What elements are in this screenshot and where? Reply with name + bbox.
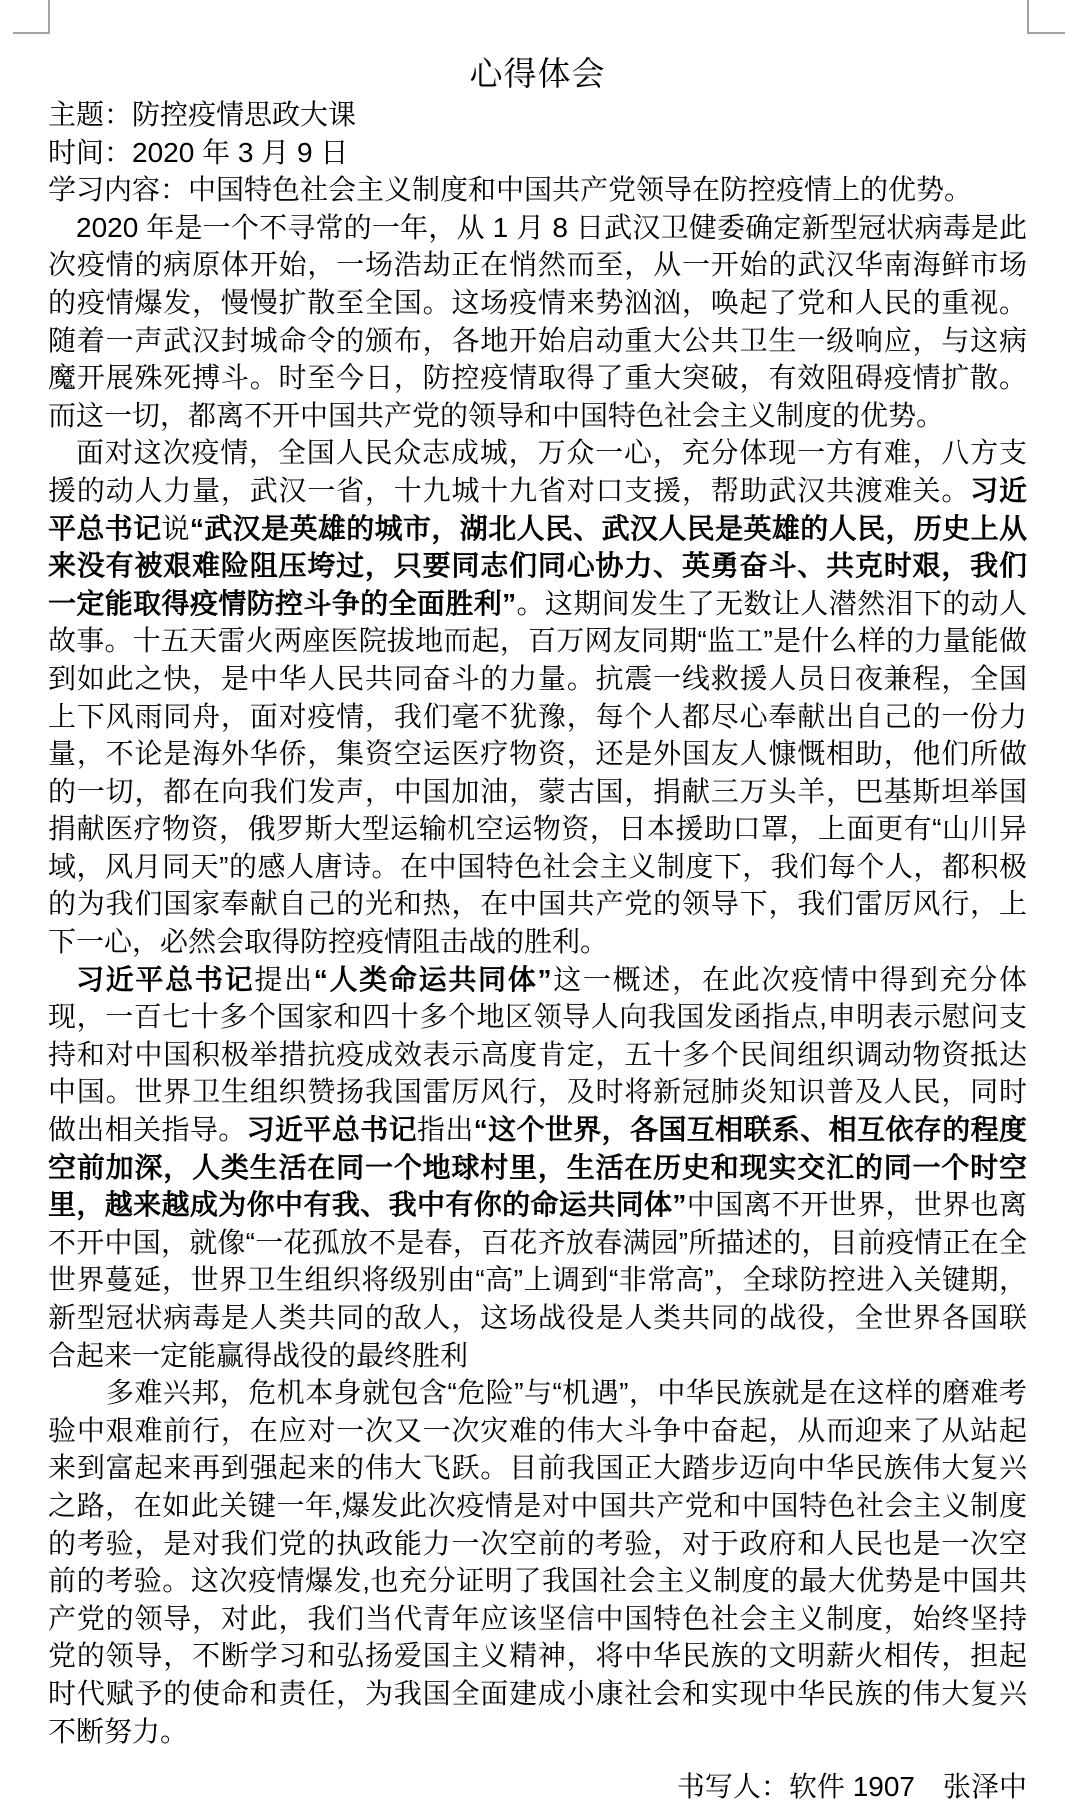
- bold-text-run: 习近平总书记: [76, 963, 255, 995]
- meta-line: 学习内容：中国特色社会主义制度和中国共产党领导在防控疫情上的优势。: [48, 174, 973, 206]
- paragraph: [48, 1374, 1027, 1750]
- text-run: 多难兴邦，危机本身就包含“危险”与“机遇”，中华民族就是在这样的磨难考验中艰难前行，在应对一次又一次灾难的伟大斗争中奋起，从而迎来了从站起来到富起来再到强起来的伟大飞跃。目前我国正大踏步迈向中华民族伟大复兴之路，在如此关键一年,爆发此次疫情是对中国共产党和中国特色社会主义制度的考验，是对我们党的执政能力一次空前的考验，对于政府和人民也是一次空前的考验。这次疫情爆发,也充分证明了我国社会主义制度的最大优势是中国共产党的领导，对此，我们当代青年应该坚信中国特色社会主义制度，始终坚持党的领导，不断学习和弘扬爱国主义精神，将中华民族的文明薪火相传，担起时代赋予的使命和责任，为我国全面建成小康社会和实现中华民族的伟大复兴不断努力。: [48, 1377, 1027, 1747]
- bold-text-run: 习近平总书记: [246, 1114, 417, 1146]
- paragraph: [48, 434, 1027, 960]
- text-run: 。这期间发生了无数让人潜然泪下的动人故事。十五天雷火两座医院拔地而起，百万网友同期“监工”是什么样的力量能做到如此之快，是中华人民共同奋斗的力量。抗震一线救援人员日夜兼程，全国上下风雨同舟，面对疫情，我们毫不犹豫，每个人都尽心奉献出自己的一份力量，不论是海外华侨，集资空运医疗物资，还是外国友人慷慨相助，他们所做的一切，都在向我们发声，中国加油，蒙古国，捐献三万头羊，巴基斯坦举国捐献医疗物资，俄罗斯大型运输机空运物资，日本援助口罩，上面更有“山川异域，风月同天”的感人唐诗。在中国特色社会主义制度下，我们每个人，都积极的为我们国家奉献自己的光和热，在中国共产党的领导下，我们雷厉风行，上下一心，必然会取得防控疫情阻击战的胜利。: [48, 587, 1027, 958]
- text-run: 中国离不开世界，世界也离不开中国，就像“一花孤放不是春，百花齐放春满园”所描述的，目前疫情正在全世界蔓延，世界卫生组织将级别由“高”上调到“非常高”，全球防控进入关键期，新型冠状病毒是人类共同的敌人，这场战役是人类共同的战役，全世界各国联合起来一定能赢得战役的最终胜利: [48, 1189, 1027, 1371]
- signature-line: 书写人：软件 1907 张泽中: [676, 1771, 1027, 1803]
- text-run: 提出: [254, 963, 314, 995]
- paragraph-block: [48, 209, 1027, 1750]
- document-title: 心得体会: [469, 55, 606, 92]
- text-run: 说: [161, 512, 190, 544]
- text-run: 2020 年是一个不寻常的一年，从 1 月 8 日武汉卫健委确定新型冠状病毒是此次疫情的病原体开始，一场浩劫正在悄然而至，从一开始的武汉华南海鲜市场的疫情爆发，慢慢扩散至全国。这场疫情来势汹汹，唤起了党和人民的重视。随着一声武汉封城命令的颁布，各地开始启动重大公共卫生一级响应，与这病魔开展殊死搏斗。时至今日，防控疫情取得了重大突破，有效阻碍疫情扩散。而这一切，都离不开中国共产党的领导和中国特色社会主义制度的优势。: [48, 211, 1027, 431]
- bold-text-run: 习近平总书记: [48, 474, 1027, 544]
- document-body: [48, 96, 1027, 1803]
- meta-line: 时间：2020 年 3 月 9 日: [48, 136, 349, 168]
- text-run: 这一概述，在此次疫情中得到充分体现，一百七十多个国家和四十多个地区领导人向我国发函指点,申明表示慰问支持和对中国积极举措抗疫成效表示高度肯定，五十多个民间组织调动物资抵达中国。世界卫生组织赞扬我国雷厉风行，及时将新冠肺炎知识普及人民，同时做出相关指导。: [48, 963, 1027, 1146]
- meta-line: 主题：防控疫情思政大课: [48, 99, 357, 130]
- text-boundary-mark-top-left: [13, 0, 50, 34]
- meta-lines: [48, 96, 1027, 209]
- paragraph: [48, 961, 1027, 1375]
- text-run: 面对这次疫情，全国人民众志成城，万众一心，充分体现一方有难，八方支援的动人力量，武汉一省，十九城十九省对口支援，帮助武汉共渡难关。: [48, 437, 1027, 506]
- bold-text-run: “武汉是英雄的城市，湖北人民、武汉人民是英雄的人民，历史上从来没有被艰难险阻压垮过，只要同志们同心协力、英勇奋斗、共克时艰，我们一定能取得疫情防控斗争的全面胜利”: [48, 512, 1027, 619]
- bold-text-run: “人类命运共同体”: [313, 963, 552, 995]
- paragraph: [48, 209, 1027, 435]
- bold-text-run: “这个世界，各国互相联系、相互依存的程度空前加深，人类生活在同一个地球村里，生活在历史和现实交汇的同一个时空里，越来越成为你中有我、我中有你的命运共同体”: [48, 1114, 1027, 1221]
- text-boundary-mark-top-right: [1027, 0, 1065, 34]
- text-run: 指出: [416, 1114, 474, 1146]
